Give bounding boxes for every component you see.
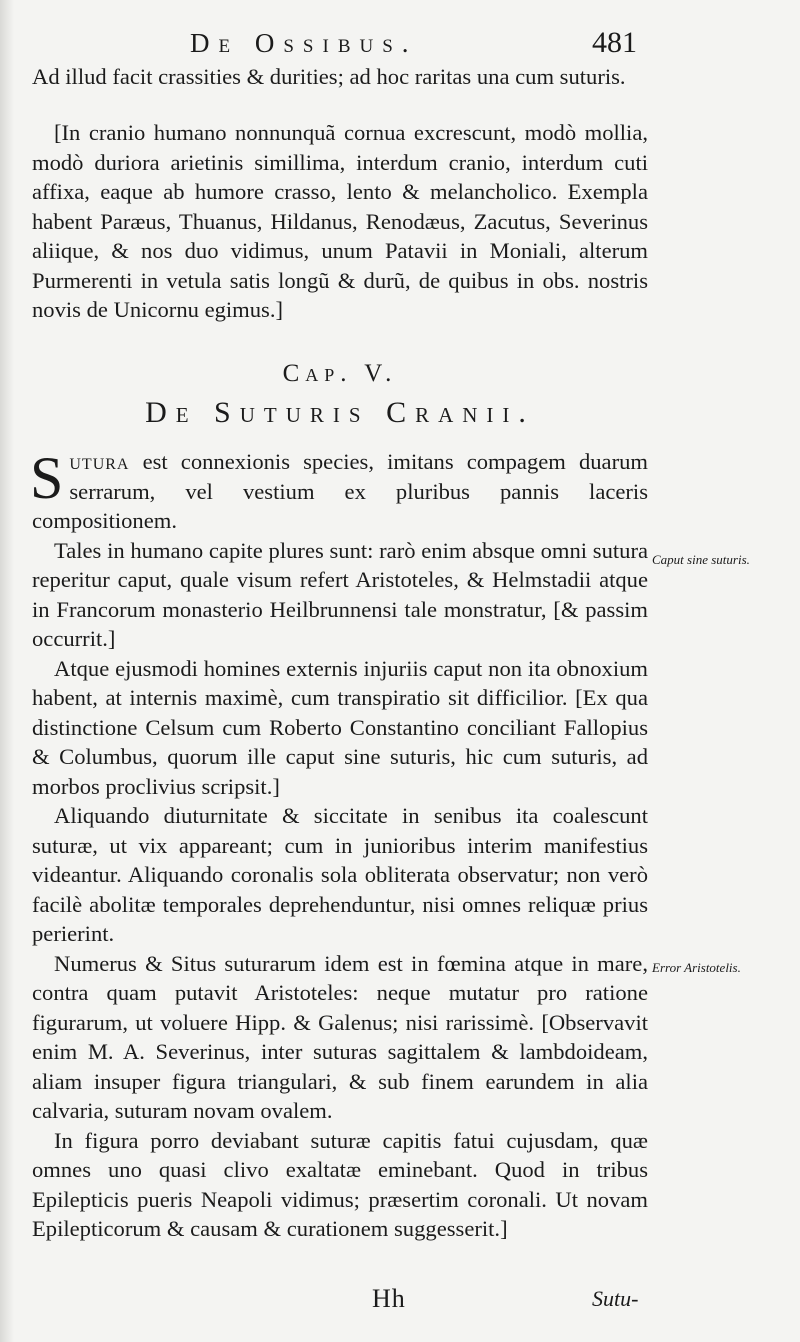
paragraph-tales: Tales in humano capite plures sunt: rarò enim absque omni sutura reperitur caput, quale visum refert Aristoteles, & Helmstadii atque in Francorum monasterio Heilbrunnensi tale monstratur, [& passim occurrit.] [32,537,648,651]
paragraph-aliquando: Aliquando diuturnitate & siccitate in senibus ita coalescunt suturæ, ut vix appareant; cum in junioribus interim manifestius videantur. Aliquando coronalis sola obliterata observatur; non verò facilè abolitæ temporales deprehenduntur, nisi omnes reliquæ prius perierint. [32,803,648,946]
page-number: 481 [592,26,637,59]
margin-note-caput: Caput sine suturis. [652,552,750,567]
chapter-title: De Suturis Cranii. [145,396,535,429]
first-word: utura [69,449,130,474]
drop-cap: S [30,445,64,511]
paragraph-2 [32,118,648,325]
margin-note-error: Error Aristotelis. [652,960,741,975]
chapter-number: Cap. V. [282,360,398,387]
catchword: Sutu- [592,1286,639,1311]
opening-paragraph [32,447,648,536]
paragraph-text: Ad illud facit crassities & durities; ad hoc raritas una cum suturis. [32,64,626,89]
paragraph-figura: In figura porro deviabant suturæ capitis fatui cujusdam, quæ omnes uno quasi clivo exaltatæ eminebant. Quod in tribus Epilepticis pueris Neapoli vidimus; præsertim coronali. Ut novam Epilepticorum & causam & curationem suggesserit.] [32,1127,648,1241]
signature-mark: Hh [372,1284,406,1313]
paragraph-numerus: Numerus & Situs suturarum idem est in fœmina atque in mare, contra quam putavit Aristoteles: neque mutatur pro ratione figurarum, ut voluere Hipp. & Galenus; nisi rarissimè. [Observavit enim M. A. Severinus, inter suturas sagittalem & lambdoideam, aliam insuper figura triangulari, & sub finem earundem in alia calvaria, suturam novam ovalem. [32,950,648,1123]
chapter-body [32,447,648,1244]
paragraph-atque: Atque ejusmodi homines externis injuriis caput non ita obnoxium habent, at internis maximè, cum transpiratio sit difficilior. [Ex qua distinctione Celsum cum Roberto Constantino conciliant Fallopius & Columbus, quorum ille caput sine suturis, hic cum suturis, ad morbos proclivius scripsit.] [32,655,648,799]
paragraph-text: [In cranio humano nonnunquã cornua excrescunt, modò mollia, modò duriora arietinis simillima, interdum cranio, interdum cuti affixa, eaque ab humore crasso, lento & melancholico. Exempla habent Paræus, Thuanus, Hildanus, Renodæus, Zacutus, Severinus aliique, & nos duo vidimus, unum Patavii in Moniali, alterum Purmerenti in vetula satis longũ & durũ, de quibus in obs. nostris novis de Unicornu egimus.] [32,120,648,322]
paragraph-text: est connexionis species, imitans compagem duarum serrarum, vel vestium ex pluribus pannis laceris compositionem. [32,449,648,533]
running-title: De Ossibus. [190,28,418,58]
paragraph-1 [32,62,648,92]
